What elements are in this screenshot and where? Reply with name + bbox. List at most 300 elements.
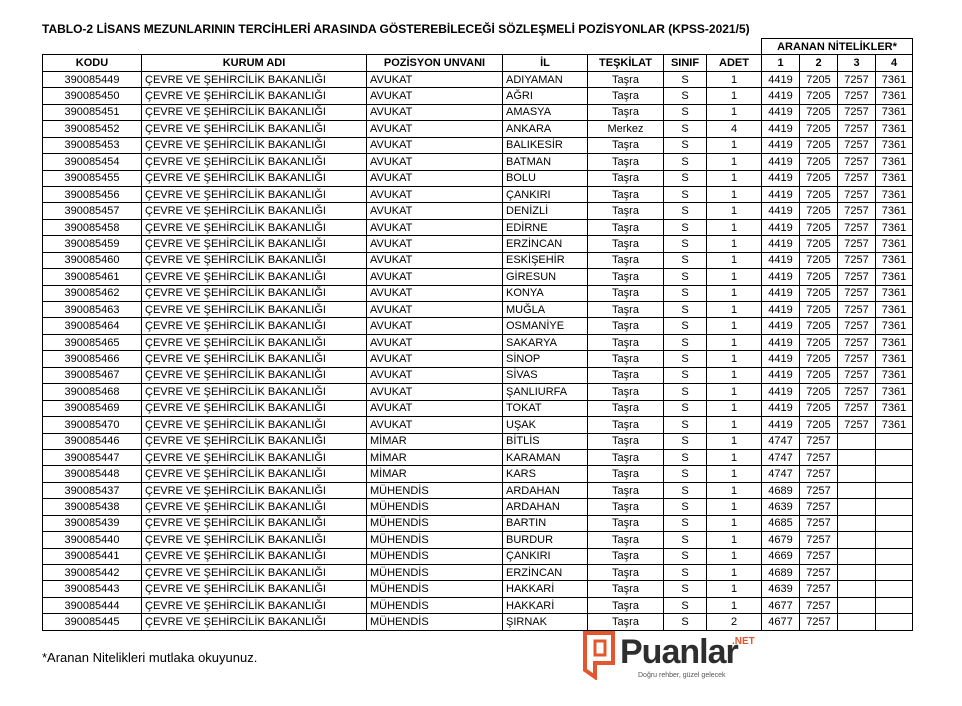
cell-adet: 1 (707, 104, 762, 120)
cell-teskilat: Taşra (588, 515, 664, 531)
cell-unvan: AVUKAT (367, 170, 503, 186)
cell-n3 (838, 515, 876, 531)
cell-kurum: ÇEVRE VE ŞEHİRCİLİK BAKANLIĞI (142, 548, 367, 564)
cell-n3 (838, 597, 876, 613)
document-title: TABLO-2 LİSANS MEZUNLARININ TERCİHLERİ ARASINDA GÖSTEREBİLECEĞİ SÖZLEŞMELİ POZİSYONLAR (KPSS-2021/5) (42, 22, 750, 36)
cell-sinif: S (664, 236, 707, 252)
cell-kurum: ÇEVRE VE ŞEHİRCİLİK BAKANLIĞI (142, 203, 367, 219)
cell-il: HAKKARİ (503, 597, 588, 613)
table-row (43, 532, 913, 548)
cell-n1: 4747 (762, 466, 800, 482)
cell-sinif: S (664, 499, 707, 515)
cell-unvan: MÜHENDİS (367, 499, 503, 515)
cell-teskilat: Taşra (588, 104, 664, 120)
cell-kodu: 390085469 (43, 400, 142, 416)
col-header-kodu: KODU (43, 55, 142, 71)
cell-n1: 4419 (762, 236, 800, 252)
cell-adet: 4 (707, 121, 762, 137)
table-row (43, 252, 913, 268)
cell-adet: 1 (707, 466, 762, 482)
cell-n2: 7257 (800, 581, 838, 597)
cell-n2: 7205 (800, 417, 838, 433)
col-header-kurum: KURUM ADI (142, 55, 367, 71)
cell-teskilat: Taşra (588, 154, 664, 170)
cell-kodu: 390085467 (43, 367, 142, 383)
cell-teskilat: Merkez (588, 121, 664, 137)
cell-sinif: S (664, 384, 707, 400)
cell-unvan: MÜHENDİS (367, 482, 503, 498)
cell-kodu: 390085457 (43, 203, 142, 219)
cell-sinif: S (664, 269, 707, 285)
cell-kodu: 390085449 (43, 71, 142, 87)
cell-kurum: ÇEVRE VE ŞEHİRCİLİK BAKANLIĞI (142, 88, 367, 104)
cell-sinif: S (664, 400, 707, 416)
cell-teskilat: Taşra (588, 334, 664, 350)
cell-unvan: AVUKAT (367, 400, 503, 416)
footnote: *Aranan Nitelikleri mutlaka okuyunuz. (42, 650, 258, 665)
cell-n4: 7361 (876, 285, 913, 301)
cell-n1: 4677 (762, 597, 800, 613)
table-row (43, 137, 913, 153)
table-row (43, 236, 913, 252)
cell-n3: 7257 (838, 384, 876, 400)
cell-teskilat: Taşra (588, 88, 664, 104)
cell-n1: 4419 (762, 71, 800, 87)
cell-n3 (838, 449, 876, 465)
cell-n3: 7257 (838, 88, 876, 104)
table-row (43, 548, 913, 564)
table-row (43, 154, 913, 170)
cell-n1: 4419 (762, 252, 800, 268)
cell-n1: 4679 (762, 532, 800, 548)
cell-unvan: AVUKAT (367, 334, 503, 350)
table-row (43, 565, 913, 581)
cell-n1: 4419 (762, 269, 800, 285)
cell-n2: 7205 (800, 400, 838, 416)
cell-n4: 7361 (876, 417, 913, 433)
table-row (43, 219, 913, 235)
cell-n1: 4419 (762, 334, 800, 350)
cell-n1: 4419 (762, 170, 800, 186)
cell-kurum: ÇEVRE VE ŞEHİRCİLİK BAKANLIĞI (142, 400, 367, 416)
cell-teskilat: Taşra (588, 367, 664, 383)
cell-n1: 4419 (762, 417, 800, 433)
cell-n4: 7361 (876, 236, 913, 252)
cell-sinif: S (664, 417, 707, 433)
cell-teskilat: Taşra (588, 482, 664, 498)
cell-adet: 1 (707, 154, 762, 170)
cell-il: SİNOP (503, 351, 588, 367)
cell-kurum: ÇEVRE VE ŞEHİRCİLİK BAKANLIĞI (142, 71, 367, 87)
cell-unvan: AVUKAT (367, 384, 503, 400)
cell-n3: 7257 (838, 71, 876, 87)
cell-n2: 7205 (800, 285, 838, 301)
cell-kodu: 390085459 (43, 236, 142, 252)
cell-n2: 7257 (800, 449, 838, 465)
cell-kurum: ÇEVRE VE ŞEHİRCİLİK BAKANLIĞI (142, 252, 367, 268)
cell-n1: 4419 (762, 203, 800, 219)
col-header-adet: ADET (707, 55, 762, 71)
cell-adet: 1 (707, 88, 762, 104)
cell-n4 (876, 614, 913, 630)
cell-kodu: 390085445 (43, 614, 142, 630)
cell-kurum: ÇEVRE VE ŞEHİRCİLİK BAKANLIĞI (142, 482, 367, 498)
cell-teskilat: Taşra (588, 219, 664, 235)
cell-teskilat: Taşra (588, 449, 664, 465)
cell-il: KONYA (503, 285, 588, 301)
cell-n4 (876, 466, 913, 482)
table-row (43, 170, 913, 186)
cell-kodu: 390085451 (43, 104, 142, 120)
table-row (43, 499, 913, 515)
cell-unvan: MİMAR (367, 449, 503, 465)
table-row (43, 104, 913, 120)
table-row (43, 515, 913, 531)
cell-teskilat: Taşra (588, 170, 664, 186)
cell-kurum: ÇEVRE VE ŞEHİRCİLİK BAKANLIĞI (142, 351, 367, 367)
cell-sinif: S (664, 170, 707, 186)
cell-teskilat: Taşra (588, 351, 664, 367)
table-row (43, 71, 913, 87)
cell-il: BİTLİS (503, 433, 588, 449)
cell-kodu: 390085462 (43, 285, 142, 301)
cell-n4: 7361 (876, 318, 913, 334)
cell-n3: 7257 (838, 351, 876, 367)
cell-n2: 7205 (800, 88, 838, 104)
cell-il: MUĞLA (503, 302, 588, 318)
cell-sinif: S (664, 482, 707, 498)
cell-unvan: AVUKAT (367, 302, 503, 318)
cell-sinif: S (664, 433, 707, 449)
cell-teskilat: Taşra (588, 384, 664, 400)
cell-teskilat: Taşra (588, 532, 664, 548)
cell-n2: 7205 (800, 104, 838, 120)
cell-unvan: MİMAR (367, 466, 503, 482)
cell-sinif: S (664, 614, 707, 630)
cell-n2: 7257 (800, 565, 838, 581)
cell-kodu: 390085458 (43, 219, 142, 235)
cell-kodu: 390085448 (43, 466, 142, 482)
cell-unvan: MÜHENDİS (367, 581, 503, 597)
cell-n2: 7205 (800, 137, 838, 153)
cell-il: ARDAHAN (503, 482, 588, 498)
cell-n3: 7257 (838, 302, 876, 318)
cell-teskilat: Taşra (588, 417, 664, 433)
puanlar-logo (582, 630, 762, 686)
cell-n1: 4639 (762, 499, 800, 515)
cell-n4: 7361 (876, 186, 913, 202)
cell-n3: 7257 (838, 170, 876, 186)
cell-kodu: 390085460 (43, 252, 142, 268)
table-row (43, 367, 913, 383)
cell-il: BOLU (503, 170, 588, 186)
cell-teskilat: Taşra (588, 203, 664, 219)
cell-unvan: AVUKAT (367, 417, 503, 433)
cell-adet: 1 (707, 285, 762, 301)
logo-mark-icon (582, 630, 618, 680)
cell-teskilat: Taşra (588, 565, 664, 581)
cell-n4 (876, 515, 913, 531)
cell-sinif: S (664, 449, 707, 465)
cell-adet: 1 (707, 367, 762, 383)
cell-n4: 7361 (876, 334, 913, 350)
cell-unvan: AVUKAT (367, 236, 503, 252)
cell-n2: 7205 (800, 186, 838, 202)
cell-n4: 7361 (876, 351, 913, 367)
column-header-row (43, 55, 913, 71)
cell-kurum: ÇEVRE VE ŞEHİRCİLİK BAKANLIĞI (142, 515, 367, 531)
cell-sinif: S (664, 219, 707, 235)
positions-table (42, 38, 913, 631)
cell-kodu: 390085442 (43, 565, 142, 581)
cell-n1: 4689 (762, 482, 800, 498)
logo-brand: Puanlar (620, 633, 738, 671)
cell-n4 (876, 581, 913, 597)
cell-n1: 4689 (762, 565, 800, 581)
table-row (43, 417, 913, 433)
cell-adet: 1 (707, 565, 762, 581)
cell-sinif: S (664, 515, 707, 531)
table-row (43, 384, 913, 400)
cell-n3: 7257 (838, 121, 876, 137)
cell-kodu: 390085452 (43, 121, 142, 137)
cell-n4 (876, 449, 913, 465)
cell-n4: 7361 (876, 219, 913, 235)
cell-n3: 7257 (838, 137, 876, 153)
cell-unvan: AVUKAT (367, 351, 503, 367)
cell-n4: 7361 (876, 400, 913, 416)
cell-kodu: 390085468 (43, 384, 142, 400)
cell-n1: 4747 (762, 433, 800, 449)
cell-adet: 1 (707, 334, 762, 350)
cell-n2: 7257 (800, 548, 838, 564)
cell-il: ESKİŞEHİR (503, 252, 588, 268)
cell-unvan: MÜHENDİS (367, 515, 503, 531)
cell-n3 (838, 482, 876, 498)
cell-adet: 1 (707, 219, 762, 235)
table-row (43, 581, 913, 597)
cell-unvan: AVUKAT (367, 154, 503, 170)
cell-sinif: S (664, 548, 707, 564)
cell-il: ERZİNCAN (503, 565, 588, 581)
cell-teskilat: Taşra (588, 186, 664, 202)
cell-n4: 7361 (876, 203, 913, 219)
cell-il: TOKAT (503, 400, 588, 416)
cell-il: BATMAN (503, 154, 588, 170)
table-row (43, 351, 913, 367)
cell-n4 (876, 532, 913, 548)
cell-kodu: 390085456 (43, 186, 142, 202)
cell-unvan: AVUKAT (367, 137, 503, 153)
cell-unvan: AVUKAT (367, 367, 503, 383)
cell-n2: 7257 (800, 433, 838, 449)
cell-kodu: 390085441 (43, 548, 142, 564)
cell-kodu: 390085440 (43, 532, 142, 548)
table-row (43, 597, 913, 613)
table-row (43, 302, 913, 318)
cell-unvan: MÜHENDİS (367, 548, 503, 564)
cell-n3: 7257 (838, 154, 876, 170)
cell-il: SİVAS (503, 367, 588, 383)
cell-adet: 1 (707, 515, 762, 531)
cell-kurum: ÇEVRE VE ŞEHİRCİLİK BAKANLIĞI (142, 285, 367, 301)
cell-il: EDİRNE (503, 219, 588, 235)
cell-n4: 7361 (876, 302, 913, 318)
cell-kurum: ÇEVRE VE ŞEHİRCİLİK BAKANLIĞI (142, 154, 367, 170)
cell-teskilat: Taşra (588, 236, 664, 252)
cell-kodu: 390085450 (43, 88, 142, 104)
cell-kurum: ÇEVRE VE ŞEHİRCİLİK BAKANLIĞI (142, 499, 367, 515)
cell-il: AĞRI (503, 88, 588, 104)
cell-n2: 7205 (800, 302, 838, 318)
cell-kurum: ÇEVRE VE ŞEHİRCİLİK BAKANLIĞI (142, 614, 367, 630)
cell-n1: 4419 (762, 88, 800, 104)
cell-kodu: 390085437 (43, 482, 142, 498)
cell-n1: 4747 (762, 449, 800, 465)
cell-n1: 4677 (762, 614, 800, 630)
cell-n3: 7257 (838, 252, 876, 268)
cell-kodu: 390085454 (43, 154, 142, 170)
cell-il: ÇANKIRI (503, 186, 588, 202)
cell-kurum: ÇEVRE VE ŞEHİRCİLİK BAKANLIĞI (142, 170, 367, 186)
cell-n3: 7257 (838, 334, 876, 350)
cell-n3: 7257 (838, 186, 876, 202)
cell-teskilat: Taşra (588, 71, 664, 87)
cell-kodu: 390085455 (43, 170, 142, 186)
cell-n1: 4639 (762, 581, 800, 597)
cell-n4 (876, 548, 913, 564)
cell-il: AMASYA (503, 104, 588, 120)
cell-kurum: ÇEVRE VE ŞEHİRCİLİK BAKANLIĞI (142, 269, 367, 285)
cell-n3 (838, 581, 876, 597)
cell-adet: 1 (707, 186, 762, 202)
cell-n3: 7257 (838, 417, 876, 433)
cell-sinif: S (664, 137, 707, 153)
table-row (43, 334, 913, 350)
cell-adet: 1 (707, 318, 762, 334)
cell-n1: 4419 (762, 384, 800, 400)
cell-n2: 7205 (800, 367, 838, 383)
cell-n3: 7257 (838, 269, 876, 285)
cell-adet: 1 (707, 170, 762, 186)
cell-teskilat: Taşra (588, 597, 664, 613)
cell-sinif: S (664, 581, 707, 597)
cell-adet: 1 (707, 384, 762, 400)
cell-il: ADIYAMAN (503, 71, 588, 87)
cell-adet: 1 (707, 548, 762, 564)
col-header-teskilat: TEŞKİLAT (588, 55, 664, 71)
cell-teskilat: Taşra (588, 285, 664, 301)
cell-adet: 1 (707, 269, 762, 285)
cell-n4: 7361 (876, 104, 913, 120)
col-header-il: İL (503, 55, 588, 71)
table-row (43, 400, 913, 416)
cell-sinif: S (664, 252, 707, 268)
cell-sinif: S (664, 367, 707, 383)
cell-teskilat: Taşra (588, 466, 664, 482)
cell-unvan: MÜHENDİS (367, 597, 503, 613)
cell-n2: 7205 (800, 71, 838, 87)
cell-il: GİRESUN (503, 269, 588, 285)
cell-unvan: AVUKAT (367, 121, 503, 137)
cell-n4: 7361 (876, 71, 913, 87)
cell-n1: 4419 (762, 154, 800, 170)
cell-n1: 4419 (762, 186, 800, 202)
cell-unvan: AVUKAT (367, 252, 503, 268)
cell-adet: 1 (707, 203, 762, 219)
cell-kodu: 390085453 (43, 137, 142, 153)
table-row (43, 449, 913, 465)
cell-kurum: ÇEVRE VE ŞEHİRCİLİK BAKANLIĞI (142, 334, 367, 350)
table-row (43, 269, 913, 285)
cell-adet: 1 (707, 252, 762, 268)
cell-il: ARDAHAN (503, 499, 588, 515)
cell-kodu: 390085470 (43, 417, 142, 433)
cell-il: DENİZLİ (503, 203, 588, 219)
cell-n4 (876, 499, 913, 515)
cell-unvan: AVUKAT (367, 318, 503, 334)
cell-adet: 2 (707, 614, 762, 630)
cell-kurum: ÇEVRE VE ŞEHİRCİLİK BAKANLIĞI (142, 219, 367, 235)
cell-sinif: S (664, 121, 707, 137)
cell-n4 (876, 565, 913, 581)
cell-n3 (838, 532, 876, 548)
cell-kurum: ÇEVRE VE ŞEHİRCİLİK BAKANLIĞI (142, 466, 367, 482)
cell-n1: 4419 (762, 104, 800, 120)
cell-n2: 7257 (800, 466, 838, 482)
cell-sinif: S (664, 351, 707, 367)
cell-kurum: ÇEVRE VE ŞEHİRCİLİK BAKANLIĞI (142, 121, 367, 137)
table-row (43, 88, 913, 104)
table-body (43, 71, 913, 630)
cell-n3 (838, 548, 876, 564)
cell-kurum: ÇEVRE VE ŞEHİRCİLİK BAKANLIĞI (142, 532, 367, 548)
cell-kodu: 390085464 (43, 318, 142, 334)
col-header-sinif: SINIF (664, 55, 707, 71)
cell-n3: 7257 (838, 203, 876, 219)
cell-il: ŞIRNAK (503, 614, 588, 630)
cell-kodu: 390085465 (43, 334, 142, 350)
cell-kodu: 390085444 (43, 597, 142, 613)
cell-n1: 4685 (762, 515, 800, 531)
cell-n2: 7205 (800, 252, 838, 268)
cell-teskilat: Taşra (588, 137, 664, 153)
cell-kurum: ÇEVRE VE ŞEHİRCİLİK BAKANLIĞI (142, 137, 367, 153)
cell-adet: 1 (707, 236, 762, 252)
cell-kodu: 390085447 (43, 449, 142, 465)
cell-n4: 7361 (876, 121, 913, 137)
cell-n2: 7205 (800, 154, 838, 170)
cell-adet: 1 (707, 417, 762, 433)
cell-il: ANKARA (503, 121, 588, 137)
cell-kurum: ÇEVRE VE ŞEHİRCİLİK BAKANLIĞI (142, 433, 367, 449)
cell-n1: 4419 (762, 137, 800, 153)
cell-n2: 7205 (800, 269, 838, 285)
cell-teskilat: Taşra (588, 269, 664, 285)
cell-kodu: 390085446 (43, 433, 142, 449)
cell-n4: 7361 (876, 154, 913, 170)
logo-slogan: Doğru rehber, güzel gelecek (638, 672, 726, 679)
table-row (43, 466, 913, 482)
table-row (43, 121, 913, 137)
cell-adet: 1 (707, 400, 762, 416)
cell-unvan: MÜHENDİS (367, 532, 503, 548)
aranan-nitelikler-header: ARANAN NİTELİKLER* (762, 39, 913, 55)
cell-n3: 7257 (838, 236, 876, 252)
table-row (43, 433, 913, 449)
cell-n2: 7205 (800, 170, 838, 186)
cell-n4: 7361 (876, 137, 913, 153)
